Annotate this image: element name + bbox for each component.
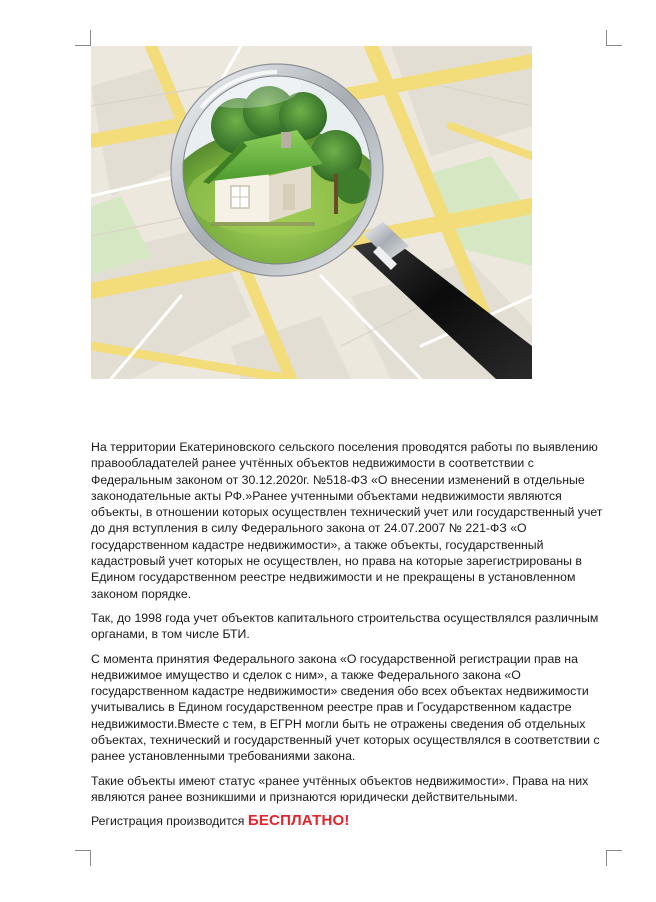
crop-mark-top-right <box>606 30 622 46</box>
article-text <box>91 439 611 838</box>
crop-mark-bottom-right <box>606 850 622 866</box>
registration-text: Регистрация производится <box>91 814 248 829</box>
crop-mark-top-left <box>75 30 91 46</box>
paragraph-intro: На территории Екатериновского сельского поселения проводятся работы по выявлению правообладателей ранее учтённых объектов недвижимости в соответствии с Федеральным законом от 30.12.2020г. №518-ФЗ «О внесении изменений в отдельные законодательные акты РФ.»Ранее учтенными объектами недвижимости являются объекты, в отношении которых осуществлен технический учет или государственный учет до дня вступления в силу Федерального закона от 24.07.2007 № 221-ФЗ «О государственном кадастре недвижимости», а также объекты, государственный кадастровый учет которых не осуществлен, но права на которые зарегистрированы в Едином государственном реестре недвижимости и не прекращены в установленном законом порядке. <box>91 440 603 601</box>
crop-mark-bottom-left <box>75 850 91 866</box>
free-emphasis: БЕСПЛАТНО! <box>247 812 350 830</box>
paragraph-status: Такие объекты имеют статус «ранее учтённых объектов недвижимости». Права на них являются ранее возникшими и признаются юридически действительными. <box>91 773 589 804</box>
registration-line <box>91 813 611 829</box>
magnifier-house-illustration <box>91 46 532 379</box>
paragraph-history: Так, до 1998 года учет объектов капитального строительства осуществлялся различным органами, в том числе БТИ. <box>91 610 599 642</box>
paragraph-law: С момента принятия Федерального закона «О государственной регистрации прав на недвижимое имущество и сделок с ним», а также Федерального закона «О государственном кадастре недвижимости» сведения обо всех объектах недвижимости учитывались в Едином государственном реестре прав и Государственном кадастре недвижимости.Вместе с тем, в ЕГРН могли быть не отражены сведения об отдельных объектах, технический и государственный учет которых осуществлялся в соответствии с ранее установленными требованиями закона. <box>91 651 600 764</box>
